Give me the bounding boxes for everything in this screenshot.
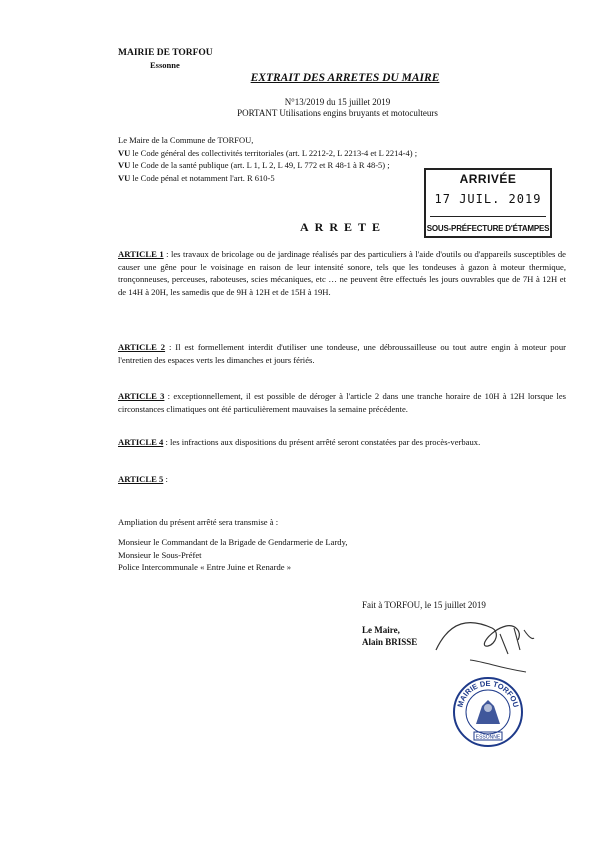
article-5: [118, 473, 566, 486]
preamble-intro: Le Maire de la Commune de TORFOU,: [118, 135, 254, 145]
mairie-seal: [452, 676, 524, 748]
vu-line: [118, 172, 448, 185]
preamble: [118, 134, 448, 184]
arrete-reference: [0, 97, 595, 119]
recipient-item: Monsieur le Sous-Préfet: [118, 549, 202, 560]
vu-label: VU: [118, 160, 131, 170]
mairie-name: MAIRIE DE TORFOU: [118, 48, 213, 58]
svg-text:ESSONNE: ESSONNE: [475, 734, 501, 741]
vu-text: le Code pénal et notamment l'art. R 610-5: [130, 172, 275, 183]
article-4: [118, 436, 566, 449]
article-text: : les travaux de bricolage ou de jardinage réalisés par des particuliers à l'aide d'outils ou d'appareils susceptibles de causer une gêne pour le voisinage en raison de leur intensité sonore, tels que les tondeuses à gazon à moteur thermique, tronçonneuses, perceuses, raboteuses, scies mécaniques, etc … ne peuvent être effectués les jours ouvrables que de 7H à 12H et de 14H à 20H, les samedis que de 9H à 12H et de 15H à 19H.: [118, 249, 566, 297]
vu-label: VU: [118, 172, 131, 183]
stamp-office: SOUS-PRÉFECTURE D'ÉTAMPES: [426, 224, 550, 233]
document-title: EXTRAIT DES ARRETES DU MAIRE: [250, 72, 440, 84]
arrival-stamp: [424, 168, 552, 238]
stamp-date: 17 JUIL. 2019: [434, 192, 542, 206]
recipient-item: Police Intercommunale « Entre Juine et Renarde »: [118, 562, 292, 573]
vu-line: [118, 147, 448, 160]
article-label: ARTICLE 2: [118, 342, 166, 352]
article-label: ARTICLE 3: [118, 391, 165, 401]
recipients-list: [118, 536, 347, 574]
recipient-item: Monsieur le Commandant de la Brigade de Gendarmerie de Lardy,: [118, 537, 348, 547]
vu-text: le Code général des collectivités territoriales (art. L 2212-2, L 2213-4 et L 2214-4) ;: [130, 147, 418, 158]
vu-line: [118, 159, 448, 172]
handwritten-signature: [430, 610, 540, 680]
arrete-number: N°13/2019 du 15 juillet 2019: [284, 97, 391, 107]
signatory: [362, 624, 417, 648]
article-label: ARTICLE 1: [118, 249, 164, 259]
article-1: [118, 248, 566, 298]
vu-label: VU: [118, 147, 131, 158]
departement-name: Essonne: [150, 60, 180, 70]
arrete-object: PORTANT Utilisations engins bruyants et motoculteurs: [237, 108, 438, 118]
stamp-divider: [430, 216, 546, 217]
article-2: [118, 341, 566, 366]
article-label: ARTICLE 4: [118, 437, 164, 447]
place-date: Fait à TORFOU, le 15 juillet 2019: [362, 600, 486, 610]
signatory-role: Le Maire,: [362, 625, 400, 635]
article-label: ARTICLE 5: [118, 474, 164, 484]
article-text: : exceptionnellement, il est possible de déroger à l'article 2 dans une tranche horaire de 10H à 12H lorsque les circonstances climatiques ont été particulièrement mauvaises la semaine précédente.: [118, 391, 566, 414]
vu-text: le Code de la santé publique (art. L 1, L 2, L 49, L 772 et R 48-1 à R 48-5) ;: [130, 160, 390, 170]
stamp-arrivee: ARRIVÉE: [459, 172, 517, 186]
article-3: [118, 390, 566, 415]
article-text: : Il est formellement interdit d'utiliser une tondeuse, une débroussailleuse ou tout autre engin à moteur pour l'entretien des espaces verts les dimanches et jours fériés.: [118, 342, 567, 365]
article-text: : les infractions aux dispositions du présent arrêté seront constatées par des procès-verbaux.: [163, 437, 481, 447]
decision-title: ARRETE: [300, 220, 387, 234]
signatory-name: Alain BRISSE: [362, 637, 418, 647]
article-text: :: [163, 474, 168, 484]
svg-text:MAIRIE DE TORFOU: MAIRIE DE TORFOU: [455, 678, 521, 709]
ampliation-text: Ampliation du présent arrêté sera transmise à :: [118, 517, 279, 527]
